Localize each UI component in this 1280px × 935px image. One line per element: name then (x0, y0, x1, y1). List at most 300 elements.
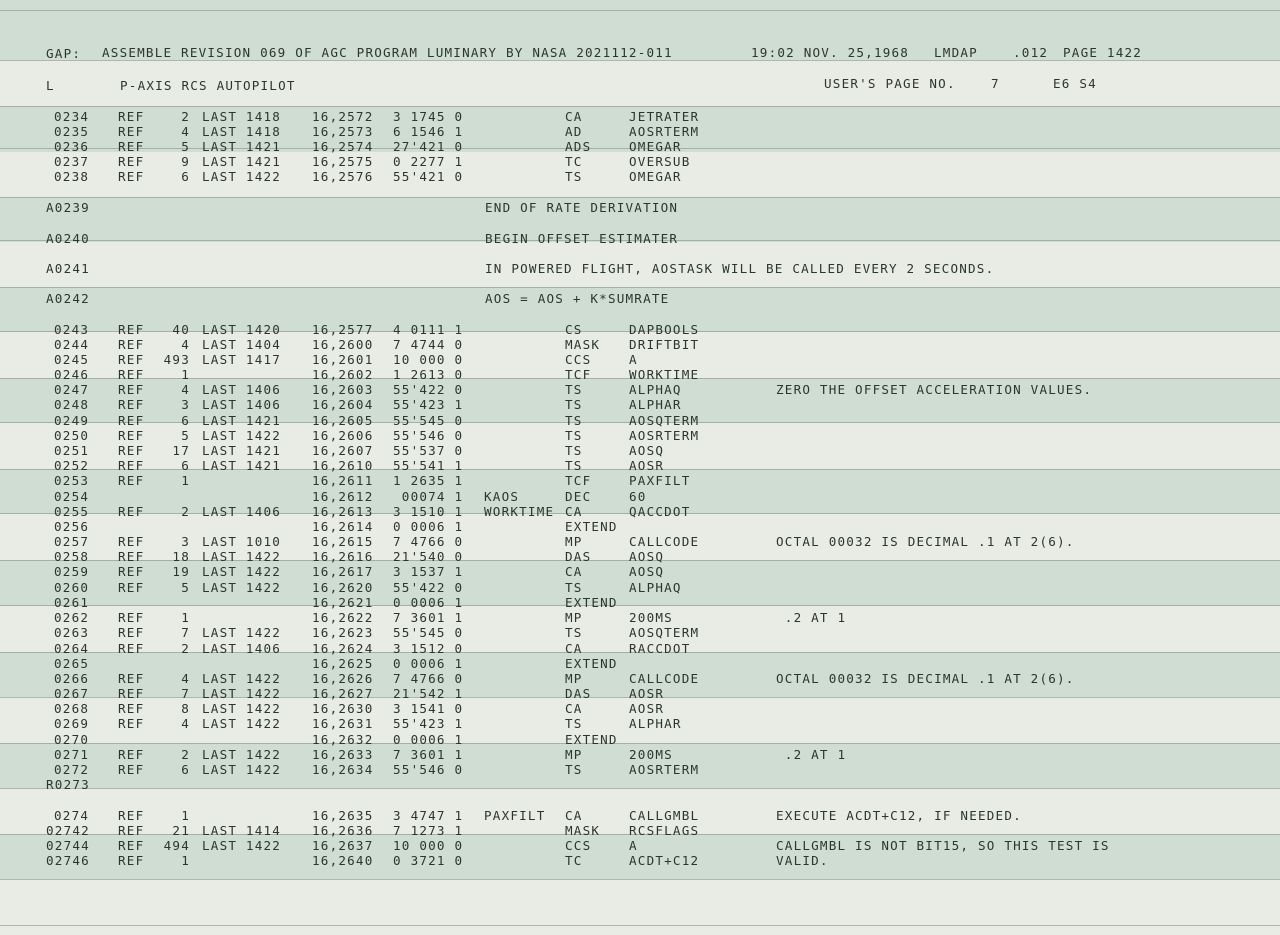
octal-word: 7 4744 0 (393, 337, 464, 352)
octal-word: 0 3721 0 (393, 853, 464, 868)
opcode: EXTEND (565, 656, 618, 671)
annotation-text: END OF RATE DERIVATION (485, 200, 679, 215)
operand: DRIFTBIT (629, 337, 700, 352)
ref-tag: REF (118, 641, 145, 656)
users-page-label: USER'S PAGE NO. (824, 76, 956, 91)
ref-tag: REF (118, 808, 145, 823)
address: 16,2617 (312, 564, 374, 579)
ref-count: 1 (181, 610, 190, 625)
operand: AOSR (629, 701, 665, 716)
ref-count: 9 (181, 154, 190, 169)
line-number: 0254 (54, 489, 90, 504)
line-number: 0248 (54, 397, 90, 412)
ref-tag: REF (118, 124, 145, 139)
page-rule (0, 788, 1280, 789)
address: 16,2626 (312, 671, 374, 686)
last-ref: LAST 1421 (202, 458, 282, 473)
operand: ALPHAQ (629, 580, 682, 595)
last-ref: LAST 1422 (202, 686, 282, 701)
ref-count: 40 (172, 322, 190, 337)
operand: AOSQ (629, 564, 665, 579)
opcode: TC (565, 154, 583, 169)
address: 16,2606 (312, 428, 374, 443)
opcode: CA (565, 109, 583, 124)
octal-word: 21'540 0 (393, 549, 464, 564)
users-page-number: 7 (991, 76, 1000, 91)
address: 16,2634 (312, 762, 374, 777)
opcode: DEC (565, 489, 592, 504)
operand: AOSRTERM (629, 428, 700, 443)
octal-word: 3 1537 1 (393, 564, 464, 579)
opcode: TCF (565, 473, 592, 488)
opcode: TS (565, 413, 583, 428)
octal-word: 55'546 0 (393, 428, 464, 443)
header-page: PAGE 1422 (1063, 45, 1143, 60)
line-number: 0271 (54, 747, 90, 762)
address: 16,2636 (312, 823, 374, 838)
ref-tag: REF (118, 473, 145, 488)
line-number: 0258 (54, 549, 90, 564)
source-label: PAXFILT (484, 808, 546, 823)
address: 16,2640 (312, 853, 374, 868)
page-code: E6 S4 (1053, 76, 1097, 91)
operand: ALPHAR (629, 397, 682, 412)
address: 16,2612 (312, 489, 374, 504)
line-number: 0243 (54, 322, 90, 337)
line-number: 0255 (54, 504, 90, 519)
address: 16,2623 (312, 625, 374, 640)
ref-tag: REF (118, 169, 145, 184)
last-ref: LAST 1421 (202, 443, 282, 458)
operand: CALLCODE (629, 534, 700, 549)
ref-tag: REF (118, 686, 145, 701)
ref-count: 4 (181, 671, 190, 686)
ref-count: 5 (181, 580, 190, 595)
opcode: MASK (565, 823, 601, 838)
last-ref: LAST 1406 (202, 504, 282, 519)
operand: AOSRTERM (629, 762, 700, 777)
ref-count: 1 (181, 473, 190, 488)
comment: .2 AT 1 (776, 747, 847, 762)
operand: WORKTIME (629, 367, 700, 382)
opcode: DAS (565, 686, 592, 701)
ref-tag: REF (118, 762, 145, 777)
opcode: CA (565, 504, 583, 519)
header-timestamp: 19:02 NOV. 25,1968 (751, 45, 910, 60)
line-number: 0257 (54, 534, 90, 549)
address: 16,2616 (312, 549, 374, 564)
line-number: 0256 (54, 519, 90, 534)
source-label: WORKTIME (484, 504, 555, 519)
ref-count: 2 (181, 109, 190, 124)
last-ref: LAST 1422 (202, 428, 282, 443)
ref-count: 6 (181, 169, 190, 184)
address: 16,2577 (312, 322, 374, 337)
operand: JETRATER (629, 109, 700, 124)
line-number: 0266 (54, 671, 90, 686)
octal-word: 10 000 0 (393, 352, 464, 367)
last-ref: LAST 1406 (202, 397, 282, 412)
ref-count: 6 (181, 413, 190, 428)
last-ref: LAST 1422 (202, 716, 282, 731)
opcode: TCF (565, 367, 592, 382)
ref-tag: REF (118, 154, 145, 169)
last-ref: LAST 1406 (202, 382, 282, 397)
ref-tag: REF (118, 458, 145, 473)
octal-word: 55'545 0 (393, 413, 464, 428)
opcode: CA (565, 641, 583, 656)
last-ref: LAST 1010 (202, 534, 282, 549)
octal-word: 3 4747 1 (393, 808, 464, 823)
page-rule (0, 925, 1280, 926)
ref-count: 4 (181, 716, 190, 731)
octal-word: 27'421 0 (393, 139, 464, 154)
address: 16,2576 (312, 169, 374, 184)
opcode: TS (565, 397, 583, 412)
ref-tag: REF (118, 580, 145, 595)
line-number: 02742 (46, 823, 90, 838)
comment: ZERO THE OFFSET ACCELERATION VALUES. (776, 382, 1093, 397)
octal-word: 55'422 0 (393, 382, 464, 397)
octal-word: 0 0006 1 (393, 656, 464, 671)
opcode: CCS (565, 838, 592, 853)
octal-word: 55'423 1 (393, 397, 464, 412)
operand: AOSR (629, 458, 665, 473)
octal-word: 3 1510 1 (393, 504, 464, 519)
address: 16,2637 (312, 838, 374, 853)
line-number: 0265 (54, 656, 90, 671)
address: 16,2611 (312, 473, 374, 488)
line-number: 0250 (54, 428, 90, 443)
page-rule (0, 743, 1280, 744)
line-number: 0238 (54, 169, 90, 184)
octal-word: 6 1546 1 (393, 124, 464, 139)
operand: 60 (629, 489, 647, 504)
comment: CALLGMBL IS NOT BIT15, SO THIS TEST IS (776, 838, 1110, 853)
line-number: 0274 (54, 808, 90, 823)
ref-count: 3 (181, 397, 190, 412)
source-label: KAOS (484, 489, 520, 504)
last-ref: LAST 1422 (202, 169, 282, 184)
operand: DAPBOOLS (629, 322, 700, 337)
annotation-text: AOS = AOS + K*SUMRATE (485, 291, 670, 306)
address: 16,2610 (312, 458, 374, 473)
subheader-letter: L (46, 78, 55, 93)
last-ref: LAST 1422 (202, 747, 282, 762)
ref-count: 494 (163, 838, 190, 853)
line-number: 0263 (54, 625, 90, 640)
line-number: A0242 (46, 291, 90, 306)
opcode: TS (565, 382, 583, 397)
operand: OMEGAR (629, 169, 682, 184)
ref-count: 18 (172, 549, 190, 564)
page-rule (0, 879, 1280, 880)
ref-tag: REF (118, 382, 145, 397)
line-number: 0260 (54, 580, 90, 595)
line-number: 0262 (54, 610, 90, 625)
opcode: ADS (565, 139, 592, 154)
operand: QACCDOT (629, 504, 691, 519)
last-ref: LAST 1422 (202, 564, 282, 579)
opcode: MASK (565, 337, 601, 352)
page-rule (0, 60, 1280, 61)
page-rule (0, 106, 1280, 107)
operand: RACCDOT (629, 641, 691, 656)
line-number: 0251 (54, 443, 90, 458)
ref-tag: REF (118, 322, 145, 337)
opcode: DAS (565, 549, 592, 564)
line-number: 0268 (54, 701, 90, 716)
ref-tag: REF (118, 337, 145, 352)
operand: OVERSUB (629, 154, 691, 169)
operand: RCSFLAGS (629, 823, 700, 838)
line-number: 0245 (54, 352, 90, 367)
ref-tag: REF (118, 747, 145, 762)
address: 16,2613 (312, 504, 374, 519)
octal-word: 55'537 0 (393, 443, 464, 458)
opcode: MP (565, 671, 583, 686)
address: 16,2572 (312, 109, 374, 124)
opcode: MP (565, 747, 583, 762)
octal-word: 7 3601 1 (393, 747, 464, 762)
ref-count: 21 (172, 823, 190, 838)
opcode: EXTEND (565, 732, 618, 747)
last-ref: LAST 1420 (202, 322, 282, 337)
line-number: 0252 (54, 458, 90, 473)
last-ref: LAST 1406 (202, 641, 282, 656)
address: 16,2600 (312, 337, 374, 352)
line-number: 02744 (46, 838, 90, 853)
line-number: 0244 (54, 337, 90, 352)
address: 16,2604 (312, 397, 374, 412)
ref-tag: REF (118, 413, 145, 428)
opcode: TS (565, 716, 583, 731)
opcode: TS (565, 169, 583, 184)
ref-tag: REF (118, 610, 145, 625)
address: 16,2632 (312, 732, 374, 747)
comment: EXECUTE ACDT+C12, IF NEEDED. (776, 808, 1022, 823)
line-number: 0269 (54, 716, 90, 731)
ref-tag: REF (118, 549, 145, 564)
opcode: AD (565, 124, 583, 139)
opcode: CS (565, 322, 583, 337)
ref-tag: REF (118, 564, 145, 579)
operand: ACDT+C12 (629, 853, 700, 868)
octal-word: 7 4766 0 (393, 534, 464, 549)
octal-word: 55'421 0 (393, 169, 464, 184)
address: 16,2633 (312, 747, 374, 762)
last-ref: LAST 1414 (202, 823, 282, 838)
octal-word: 3 1745 0 (393, 109, 464, 124)
ref-tag: REF (118, 701, 145, 716)
opcode: CA (565, 701, 583, 716)
operand: AOSQ (629, 443, 665, 458)
annotation-text: IN POWERED FLIGHT, AOSTASK WILL BE CALLED EVERY 2 SECONDS. (485, 261, 995, 276)
ref-count: 8 (181, 701, 190, 716)
octal-word: 4 0111 1 (393, 322, 464, 337)
ref-count: 4 (181, 124, 190, 139)
line-number: 0259 (54, 564, 90, 579)
line-number: 0264 (54, 641, 90, 656)
ref-tag: REF (118, 671, 145, 686)
ref-tag: REF (118, 397, 145, 412)
ref-count: 4 (181, 337, 190, 352)
ref-count: 6 (181, 762, 190, 777)
octal-word: 1 2613 0 (393, 367, 464, 382)
octal-word: 0 0006 1 (393, 519, 464, 534)
ref-count: 7 (181, 625, 190, 640)
octal-word: 55'545 0 (393, 625, 464, 640)
address: 16,2630 (312, 701, 374, 716)
opcode: CA (565, 808, 583, 823)
annotation-text: BEGIN OFFSET ESTIMATER (485, 231, 679, 246)
opcode: MP (565, 534, 583, 549)
ref-count: 5 (181, 139, 190, 154)
operand: CALLCODE (629, 671, 700, 686)
operand: 200MS (629, 610, 673, 625)
operand: A (629, 352, 638, 367)
opcode: CCS (565, 352, 592, 367)
opcode: TS (565, 625, 583, 640)
operand: AOSR (629, 686, 665, 701)
ref-tag: REF (118, 367, 145, 382)
opcode: TS (565, 458, 583, 473)
last-ref: LAST 1422 (202, 580, 282, 595)
operand: AOSRTERM (629, 124, 700, 139)
ref-count: 6 (181, 458, 190, 473)
octal-word: 0 2277 1 (393, 154, 464, 169)
header-gap: GAP: (46, 46, 82, 61)
ref-tag: REF (118, 853, 145, 868)
ref-count: 19 (172, 564, 190, 579)
last-ref: LAST 1422 (202, 625, 282, 640)
comment: OCTAL 00032 IS DECIMAL .1 AT 2(6). (776, 534, 1075, 549)
opcode: TS (565, 443, 583, 458)
line-number: 0272 (54, 762, 90, 777)
address: 16,2620 (312, 580, 374, 595)
ref-tag: REF (118, 625, 145, 640)
comment: .2 AT 1 (776, 610, 847, 625)
line-number: 0235 (54, 124, 90, 139)
ref-tag: REF (118, 139, 145, 154)
octal-word: 00074 1 (393, 489, 464, 504)
address: 16,2624 (312, 641, 374, 656)
last-ref: LAST 1422 (202, 549, 282, 564)
ref-tag: REF (118, 428, 145, 443)
address: 16,2635 (312, 808, 374, 823)
last-ref: LAST 1422 (202, 701, 282, 716)
ref-count: 3 (181, 534, 190, 549)
operand: AOSQTERM (629, 625, 700, 640)
last-ref: LAST 1418 (202, 124, 282, 139)
ref-count: 2 (181, 504, 190, 519)
opcode: TC (565, 853, 583, 868)
address: 16,2601 (312, 352, 374, 367)
page-rule (0, 10, 1280, 11)
last-ref: LAST 1417 (202, 352, 282, 367)
octal-word: 10 000 0 (393, 838, 464, 853)
address: 16,2575 (312, 154, 374, 169)
section-title: P-AXIS RCS AUTOPILOT (120, 78, 296, 93)
operand: 200MS (629, 747, 673, 762)
octal-word: 0 0006 1 (393, 595, 464, 610)
address: 16,2614 (312, 519, 374, 534)
last-ref: LAST 1422 (202, 838, 282, 853)
address: 16,2621 (312, 595, 374, 610)
last-ref: LAST 1422 (202, 762, 282, 777)
comment: VALID. (776, 853, 829, 868)
page-rule (0, 605, 1280, 606)
address: 16,2631 (312, 716, 374, 731)
line-number: 0267 (54, 686, 90, 701)
last-ref: LAST 1404 (202, 337, 282, 352)
operand: ALPHAQ (629, 382, 682, 397)
operand: ALPHAR (629, 716, 682, 731)
opcode: EXTEND (565, 595, 618, 610)
operand: CALLGMBL (629, 808, 700, 823)
page-rule (0, 197, 1280, 198)
last-ref: LAST 1418 (202, 109, 282, 124)
ref-tag: REF (118, 823, 145, 838)
octal-word: 3 1512 0 (393, 641, 464, 656)
ref-count: 2 (181, 641, 190, 656)
ref-count: 2 (181, 747, 190, 762)
ref-tag: REF (118, 838, 145, 853)
address: 16,2625 (312, 656, 374, 671)
line-number: A0241 (46, 261, 90, 276)
line-number: 02746 (46, 853, 90, 868)
last-ref: LAST 1421 (202, 139, 282, 154)
opcode: CA (565, 564, 583, 579)
octal-word: 0 0006 1 (393, 732, 464, 747)
octal-word: 55'422 0 (393, 580, 464, 595)
header-revno: .012 (1013, 45, 1049, 60)
line-number: A0240 (46, 231, 90, 246)
address: 16,2602 (312, 367, 374, 382)
address: 16,2607 (312, 443, 374, 458)
page-rule (0, 287, 1280, 288)
last-ref: LAST 1421 (202, 413, 282, 428)
ref-tag: REF (118, 534, 145, 549)
line-number: 0249 (54, 413, 90, 428)
ref-count: 1 (181, 808, 190, 823)
address: 16,2573 (312, 124, 374, 139)
octal-word: 3 1541 0 (393, 701, 464, 716)
last-ref: LAST 1421 (202, 154, 282, 169)
address: 16,2622 (312, 610, 374, 625)
operand: AOSQTERM (629, 413, 700, 428)
line-number: 0253 (54, 473, 90, 488)
octal-word: 55'546 0 (393, 762, 464, 777)
line-number: 0247 (54, 382, 90, 397)
address: 16,2605 (312, 413, 374, 428)
ref-count: 1 (181, 367, 190, 382)
octal-word: 7 1273 1 (393, 823, 464, 838)
line-number: 0236 (54, 139, 90, 154)
operand: A (629, 838, 638, 853)
header-assemble: ASSEMBLE REVISION 069 OF AGC PROGRAM LUMINARY BY NASA 2021112-011 (102, 45, 673, 60)
ref-tag: REF (118, 716, 145, 731)
ref-count: 7 (181, 686, 190, 701)
line-number: 0246 (54, 367, 90, 382)
ref-count: 493 (163, 352, 190, 367)
comment: OCTAL 00032 IS DECIMAL .1 AT 2(6). (776, 671, 1075, 686)
ref-count: 5 (181, 428, 190, 443)
ref-count: 17 (172, 443, 190, 458)
operand: OMEGAR (629, 139, 682, 154)
address: 16,2627 (312, 686, 374, 701)
line-number: 0237 (54, 154, 90, 169)
